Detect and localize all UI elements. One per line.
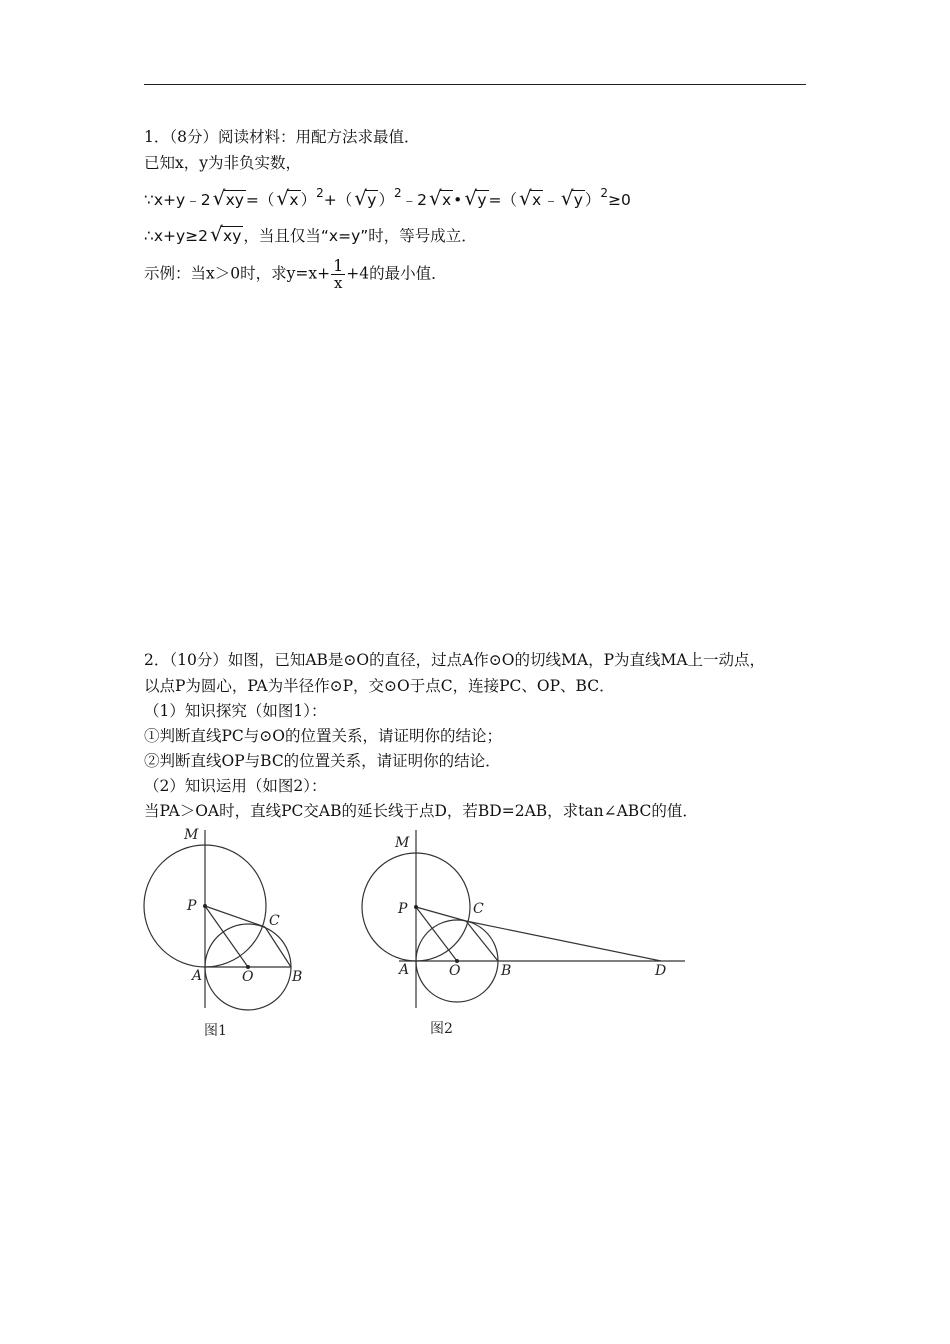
q1-derivation: ∵x+y﹣2 √ xy =（ √ x ）$^2$+（ √ y ）$^2$﹣2 √ x • √ y =（ √ x ﹣ √ y ）$^2$≥0 [144, 186, 631, 210]
q2-line-1: 2．（10分）如图，已知AB是⊙O的直径，过点A作⊙O的切线MA，P为直线MA上一动点， [144, 651, 766, 669]
q2-part2-text: 当PA＞OA时，直线PC交AB的延长线于点D，若BD=2AB，求tan∠ABC的值． [144, 802, 698, 820]
fig2-label-P: P [398, 901, 408, 917]
header-rule [144, 84, 806, 85]
fig2-segment-OP [416, 907, 457, 961]
q1-title: 1．（8分）阅读材料：用配方法求最值． [144, 128, 420, 146]
q2-part2-heading: （2）知识运用（如图2）： [144, 777, 327, 795]
fig1-caption: 图1 [204, 1023, 227, 1039]
q2-part1-heading: （1）知识探究（如图1）： [144, 702, 327, 720]
q1-given: 已知x，y为非负实数， [144, 154, 301, 172]
fig2-label-C: C [473, 901, 484, 917]
fraction-1-over-x: $\frac{1}{x}$ [333, 256, 344, 292]
q2-part1-item1: ①判断直线PC与⊙O的位置关系，请证明你的结论； [144, 727, 502, 745]
fig2-label-O: O [449, 963, 461, 979]
fig2-label-M: M [395, 835, 410, 851]
fig1-point-P [203, 904, 207, 908]
fig2-caption: 图2 [430, 1021, 453, 1037]
fig2-label-B: B [501, 963, 512, 979]
fig1-segment-BC [265, 927, 291, 967]
fig2-label-A: A [399, 962, 410, 978]
fig2-line-CD [466, 921, 661, 961]
fig1-label-B: B [292, 969, 303, 985]
figure-2 [355, 825, 690, 1045]
fig1-label-M: M [184, 827, 199, 843]
fig2-point-P [414, 905, 418, 909]
q2-line-2: 以点P为圆心，PA为半径作⊙P，交⊙O于点C，连接PC、OP、BC． [144, 677, 615, 695]
fig1-segment-PC [205, 906, 265, 927]
fig1-label-P: P [187, 898, 197, 914]
fig1-label-C: C [269, 913, 280, 929]
fig2-segment-PC [416, 907, 466, 921]
fig1-label-O: O [242, 969, 254, 985]
fig2-label-D: D [655, 963, 667, 979]
q1-conclusion: ∴x+y≥2 √ xy ，当且仅当“x=y”时，等号成立． [144, 222, 477, 246]
fig1-segment-OP [205, 906, 248, 967]
q1-example: 示例：当x＞0时，求y=x+ $\frac{1}{x}$ +4的最小值． [144, 256, 447, 292]
fig1-label-A: A [192, 968, 203, 984]
q2-part1-item2: ②判断直线OP与BC的位置关系，请证明你的结论． [144, 752, 501, 770]
figure-1 [140, 825, 310, 1045]
